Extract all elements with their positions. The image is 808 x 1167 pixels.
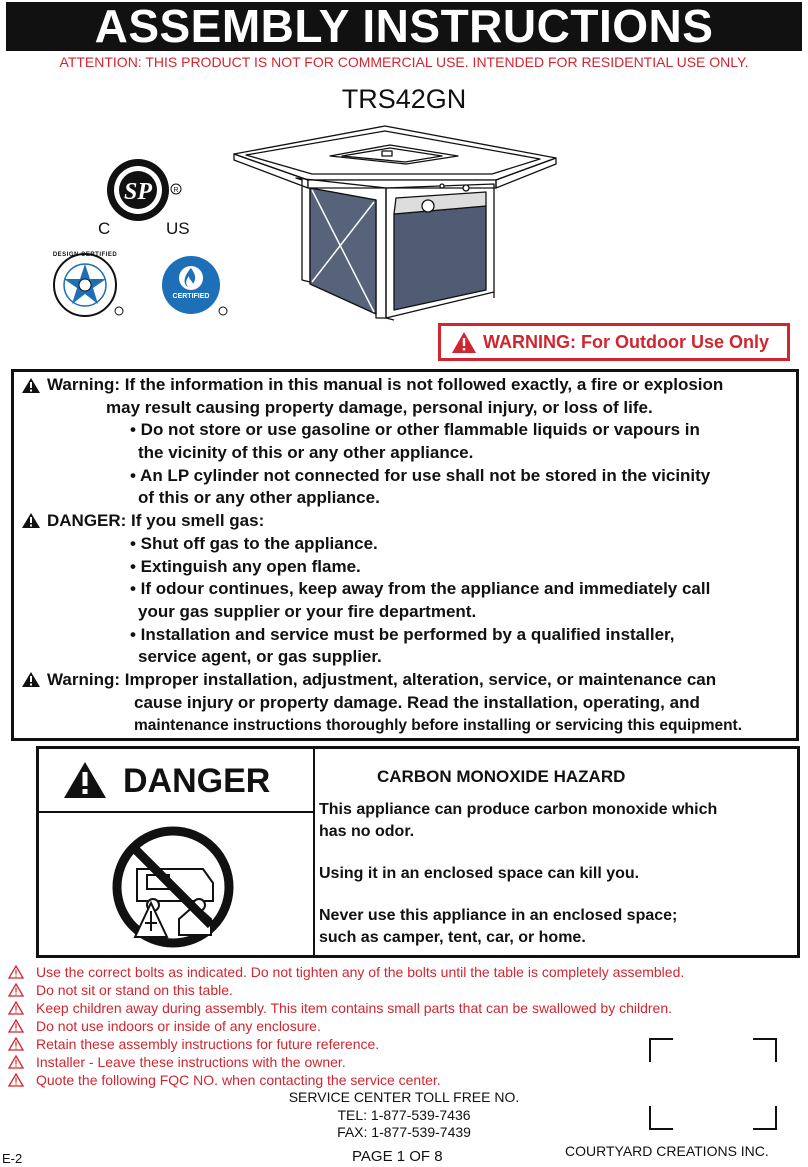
- warning-triangle-icon: [451, 331, 477, 354]
- warning-triangle-icon: [63, 761, 107, 799]
- csa-c-label: C: [98, 219, 111, 238]
- fire-table-icon: [230, 122, 560, 322]
- co-text-4: Never use this appliance in an enclosed space;: [319, 907, 678, 924]
- csa-mark-icon: [96, 155, 196, 225]
- warning-triangle-icon: [21, 671, 41, 688]
- design-certified-badge: [50, 253, 126, 319]
- certified-badge: [158, 256, 230, 320]
- warning-triangle-icon: [21, 377, 41, 394]
- caution-item: [8, 999, 684, 1017]
- co-text-1: This appliance can produce carbon monoxide which: [319, 801, 718, 818]
- caution-text: Installer - Leave these instructions with the owner.: [36, 1054, 346, 1070]
- warning-line-8: • Shut off gas to the appliance.: [130, 534, 378, 553]
- warning-line-14: Warning: Improper installation, adjustment, alteration, service, or maintenance can: [47, 670, 717, 689]
- caution-text: Use the correct bolts as indicated. Do not tighten any of the bolts until the table is completely assembled.: [36, 964, 685, 980]
- caution-list: [8, 963, 684, 1089]
- warning-line-4: the vicinity of this or any other appliance.: [138, 443, 474, 462]
- caution-item: [8, 1053, 684, 1071]
- caution-triangle-icon: [8, 983, 24, 997]
- no-enclosed-space-icon: [107, 825, 239, 949]
- danger-pictogram-cell: [39, 813, 315, 955]
- co-text-5: such as camper, tent, car, or home.: [319, 929, 586, 946]
- certified-label: CERTIFIED: [172, 293, 210, 300]
- service-fax: FAX: 1-877-539-7439: [337, 1124, 471, 1140]
- fire-table-illustration: [230, 122, 560, 322]
- caution-item: [8, 1071, 684, 1089]
- warning-triangle-icon: [21, 512, 41, 529]
- warning-line-3: • Do not store or use gasoline or other flammable liquids or vapours in: [130, 420, 700, 439]
- caution-item: [8, 963, 684, 981]
- warning-line-13: service agent, or gas supplier.: [138, 647, 382, 666]
- warning-line-16: maintenance instructions thoroughly before installing or servicing this equipment.: [134, 717, 743, 734]
- warning-line-11: your gas supplier or your fire department.: [138, 602, 477, 621]
- caution-text: Do not use indoors or inside of any enclosure.: [36, 1018, 321, 1034]
- caution-triangle-icon: [8, 1055, 24, 1069]
- star-badge-icon: [50, 253, 126, 319]
- caution-text: Do not sit or stand on this table.: [36, 982, 233, 998]
- outdoor-use-warning: [438, 323, 790, 361]
- service-tel: TEL: 1-877-539-7436: [337, 1107, 471, 1123]
- attention-notice: ATTENTION: THIS PRODUCT IS NOT FOR COMMERCIAL USE. INTENDED FOR RESIDENTIAL USE ONLY.: [59, 54, 749, 70]
- flame-badge-icon: [158, 256, 230, 320]
- caution-triangle-icon: [8, 1001, 24, 1015]
- design-certified-label: DESIGN CERTIFIED: [52, 252, 118, 258]
- service-center-label: SERVICE CENTER TOLL FREE NO.: [288, 1089, 520, 1105]
- co-text-3: Using it in an enclosed space can kill you.: [319, 865, 640, 882]
- outdoor-warning-text: WARNING: For Outdoor Use Only: [483, 331, 769, 352]
- warning-line-6: of this or any other appliance.: [138, 488, 380, 507]
- document-code: E-2: [2, 1151, 23, 1166]
- gas-warning-box: [11, 369, 799, 741]
- danger-word: DANGER: [123, 762, 271, 800]
- company-name: COURTYARD CREATIONS INC.: [565, 1143, 769, 1159]
- warning-line-9: • Extinguish any open flame.: [130, 557, 361, 576]
- co-text-2: has no odor.: [319, 823, 415, 840]
- warning-line-1: Warning: If the information in this manual is not followed exactly, a fire or explosion: [47, 375, 724, 394]
- page-title: ASSEMBLY INSTRUCTIONS: [6, 2, 802, 51]
- danger-gas-heading: DANGER: If you smell gas:: [47, 511, 265, 530]
- warning-line-2: may result causing property damage, personal injury, or loss of life.: [106, 398, 653, 417]
- warning-line-12: • Installation and service must be performed by a qualified installer,: [130, 625, 675, 644]
- danger-header-cell: [39, 749, 315, 813]
- csa-us-label: US: [166, 219, 190, 238]
- co-hazard-title: CARBON MONOXIDE HAZARD: [377, 767, 626, 786]
- caution-item: [8, 981, 684, 999]
- caution-text: Quote the following FQC NO. when contacting the service center.: [36, 1072, 441, 1088]
- caution-triangle-icon: [8, 1019, 24, 1033]
- caution-item: [8, 1035, 684, 1053]
- caution-text: Retain these assembly instructions for future reference.: [36, 1036, 380, 1052]
- caution-text: Keep children away during assembly. This item contains small parts that can be swallowed by children.: [36, 1000, 673, 1016]
- caution-item: [8, 1017, 684, 1035]
- caution-triangle-icon: [8, 965, 24, 979]
- csa-logo: [96, 155, 196, 245]
- caution-triangle-icon: [8, 1037, 24, 1051]
- page-number: PAGE 1 OF 8: [352, 1148, 443, 1165]
- warning-line-10: • If odour continues, keep away from the appliance and immediately call: [130, 579, 711, 598]
- warning-line-5: • An LP cylinder not connected for use shall not be stored in the vicinity: [130, 466, 711, 485]
- model-number: TRS42GN: [341, 84, 467, 114]
- csa-logo-text: SP: [123, 179, 153, 205]
- warning-line-15: cause injury or property damage. Read the installation, operating, and: [134, 693, 700, 712]
- carbon-monoxide-danger-box: [36, 746, 800, 958]
- caution-triangle-icon: [8, 1073, 24, 1087]
- svg-text:R: R: [173, 187, 179, 194]
